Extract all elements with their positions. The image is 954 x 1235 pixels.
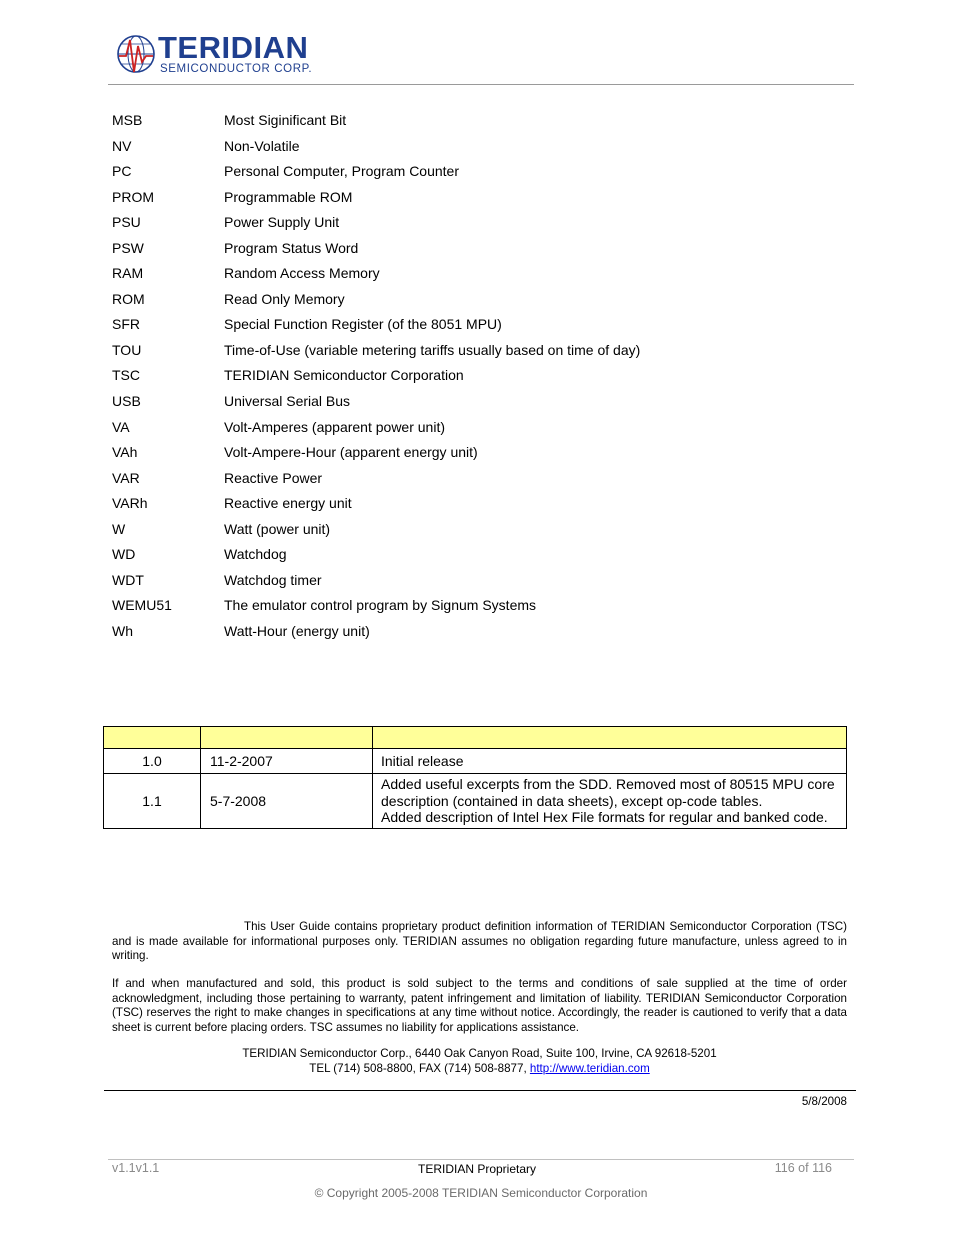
table-row	[104, 774, 847, 829]
list-item	[112, 389, 832, 415]
abbreviation-definition: TERIDIAN Semiconductor Corporation	[224, 367, 464, 384]
abbreviation-definition: Reactive energy unit	[224, 495, 352, 512]
list-item	[112, 593, 832, 619]
header-divider	[108, 84, 854, 85]
company-address-block	[112, 1047, 847, 1076]
abbreviation-definition: Volt-Amperes (apparent power unit)	[224, 418, 445, 435]
revision-date: 5-7-2008	[201, 774, 373, 829]
list-item	[112, 287, 832, 313]
abbreviation-term: VAh	[112, 444, 138, 461]
list-item	[112, 466, 832, 492]
abbreviation-term: USB	[112, 393, 141, 410]
company-contact	[112, 1062, 847, 1077]
abbreviation-term: WD	[112, 546, 136, 563]
company-address: TERIDIAN Semiconductor Corp., 6440 Oak Canyon Road, Suite 100, Irvine, CA 92618-5201	[242, 1047, 717, 1060]
list-item	[112, 491, 832, 517]
abbreviation-definition: Programmable ROM	[224, 188, 353, 205]
abbreviation-term: RAM	[112, 265, 144, 282]
abbreviation-term: SFR	[112, 316, 140, 333]
list-item	[112, 312, 832, 338]
abbreviation-term: WEMU51	[112, 597, 172, 614]
header-cell-description	[373, 727, 847, 749]
revision-history-table	[103, 726, 847, 829]
list-item	[112, 517, 832, 543]
list-item	[112, 210, 832, 236]
abbreviation-definition: Watchdog timer	[224, 571, 322, 588]
abbreviation-term: Wh	[112, 622, 133, 639]
list-item	[112, 415, 832, 441]
abbreviation-term: TSC	[112, 367, 140, 384]
abbreviation-definition: Power Supply Unit	[224, 214, 340, 231]
footer-copyright: © Copyright 2005-2008 TERIDIAN Semiconductor Corporation	[314, 1186, 648, 1200]
list-item	[112, 108, 832, 134]
revision-number: 1.1	[104, 774, 201, 829]
footer-proprietary: TERIDIAN Proprietary	[417, 1162, 537, 1176]
legal-paragraph-terms: If and when manufactured and sold, this product is sold subject to the terms and conditions of sale supplied at the time of order acknowledgment, including those pertaining to warranty, patent infringement and limitation of liability. TERIDIAN Semiconductor Corporation (TSC) reserves the right to make changes in specifications at any time without notice. Accordingly, the reader is cautioned to verify that a data sheet is current before placing orders. TSC assumes no liability for applications assistance.	[112, 977, 847, 1034]
legal-divider	[104, 1090, 856, 1091]
list-item	[112, 542, 832, 568]
footer-page-number: 116 of 116	[774, 1161, 832, 1175]
abbreviation-definition: Watchdog	[224, 546, 287, 563]
list-item	[112, 261, 832, 287]
abbreviation-definition: Random Access Memory	[224, 265, 380, 282]
document-date: 5/8/2008	[801, 1095, 847, 1108]
abbreviation-definition: The emulator control program by Signum Systems	[224, 597, 537, 614]
website-link[interactable]: http://www.teridian.com	[529, 1061, 650, 1075]
abbreviation-definition: Watt-Hour (energy unit)	[224, 622, 370, 639]
abbreviation-definition: Volt-Ampere-Hour (apparent energy unit)	[224, 444, 478, 461]
abbreviation-term: NV	[112, 137, 132, 154]
abbreviation-term: VARh	[112, 495, 148, 512]
list-item	[112, 619, 832, 645]
abbreviation-definition: Program Status Word	[224, 239, 359, 256]
teridian-logo	[116, 30, 326, 80]
footer-divider	[108, 1159, 854, 1160]
revision-description-line: Added description of Intel Hex File formats for regular and banked code.	[381, 809, 828, 826]
abbreviation-term: VA	[112, 418, 130, 435]
list-item	[112, 236, 832, 262]
abbreviation-term: VAR	[112, 469, 140, 486]
abbreviation-definition: Reactive Power	[224, 469, 323, 486]
abbreviation-list	[112, 108, 832, 644]
abbreviation-term: PROM	[112, 188, 154, 205]
revision-number: 1.0	[104, 749, 201, 774]
abbreviation-term: WDT	[112, 571, 144, 588]
logo-subtitle: SEMICONDUCTOR CORP.	[160, 63, 313, 75]
abbreviation-definition: Personal Computer, Program Counter	[224, 163, 459, 180]
header-cell-revision	[104, 727, 201, 749]
abbreviation-definition: Universal Serial Bus	[224, 393, 351, 410]
table-row	[104, 749, 847, 774]
teridian-globe-icon	[116, 32, 156, 78]
abbreviation-term: ROM	[112, 290, 145, 307]
abbreviation-term: MSB	[112, 112, 143, 128]
abbreviation-term: PSU	[112, 214, 141, 231]
logo-wordmark: TERIDIAN	[158, 30, 309, 65]
list-item	[112, 338, 832, 364]
revision-date: 11-2-2007	[201, 749, 373, 774]
revision-description	[373, 749, 847, 774]
list-item	[112, 440, 832, 466]
revision-description-line: Initial release	[381, 752, 464, 769]
header-cell-date	[201, 727, 373, 749]
abbreviation-definition: Most Siginificant Bit	[224, 112, 347, 128]
abbreviation-term: TOU	[112, 341, 142, 358]
abbreviation-term: PSW	[112, 239, 144, 256]
list-item	[112, 363, 832, 389]
legal-paragraph-proprietary: This User Guide contains proprietary product definition information of TERIDIAN Semiconductor Corporation (TSC) and is made available for informational purposes only. TERIDIAN assumes no obligation regarding future manufacture, unless agreed to in writing.	[112, 920, 847, 962]
list-item	[112, 159, 832, 185]
table-header-row	[104, 727, 847, 749]
abbreviation-definition: Watt (power unit)	[224, 520, 331, 537]
list-item	[112, 134, 832, 160]
abbreviation-definition: Special Function Register (of the 8051 MPU)	[224, 316, 502, 333]
footer-version: v1.1v1.1	[112, 1161, 160, 1175]
abbreviation-term: W	[112, 520, 126, 537]
abbreviation-definition: Time-of-Use (variable metering tariffs usually based on time of day)	[224, 341, 641, 358]
list-item	[112, 568, 832, 594]
abbreviation-definition: Read Only Memory	[224, 290, 345, 307]
revision-description-line: Added useful excerpts from the SDD. Removed most of 80515 MPU core description (contained in data sheets), except op-code tables.	[381, 776, 835, 809]
contact-phone-fax: TEL (714) 508-8800, FAX (714) 508-8877,	[309, 1061, 530, 1075]
list-item	[112, 185, 832, 211]
abbreviation-term: PC	[112, 163, 132, 180]
abbreviation-definition: Non-Volatile	[224, 137, 300, 154]
revision-description	[373, 774, 847, 829]
